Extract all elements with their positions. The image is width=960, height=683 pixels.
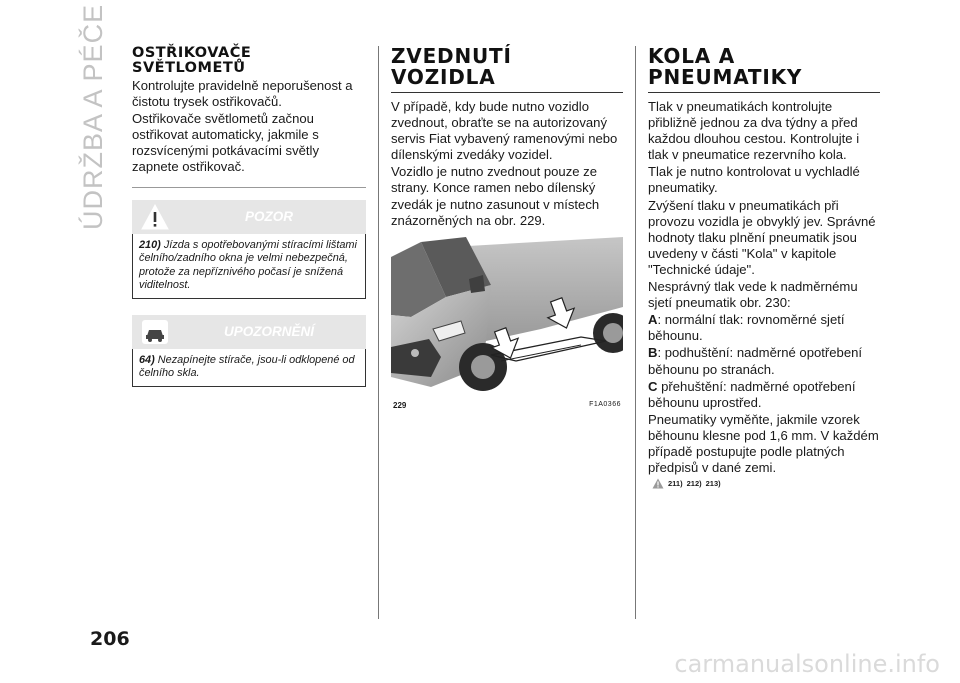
warning-box-header xyxy=(132,200,366,234)
paragraph: Kontrolujte pravidelně neporušenost a čistotu trysek ostřikovačů. xyxy=(132,77,353,109)
notice-body: Nezapínejte stírače, jsou-li odklopené od čelního skla. xyxy=(139,353,355,380)
warning-number: 210) xyxy=(139,239,161,252)
section-heading: KOLA A PNEUMATIKY xyxy=(648,46,880,93)
column-headlamp-washers xyxy=(132,46,366,387)
figure-caption xyxy=(391,401,623,410)
section-heading: ZVEDNUTÍ VOZIDLA xyxy=(391,46,623,93)
figure-code: F1A0366 xyxy=(589,400,621,408)
warning-references xyxy=(648,478,880,489)
reference-number: 211) xyxy=(668,479,683,489)
item-letter: A xyxy=(648,312,658,328)
item-letter: B xyxy=(648,345,658,361)
list-item xyxy=(648,345,880,377)
paragraph: Zvýšení tlaku v pneumatikách při provozu vozidla je obvyklý jev. Správné hodnoty tlaku plnění pneumatik jsou uvedeny v části "Kola" v kapitole "Technické údaje". xyxy=(648,197,876,277)
paragraph: Ostřikovače světlometů začnou ostřikovat automaticky, jakmile s rozsvícenými potkávacími světly zapnete ostřikovač. xyxy=(132,110,320,175)
reference-number: 213) xyxy=(705,479,721,489)
warning-text xyxy=(132,234,366,299)
item-letter: C xyxy=(648,378,658,394)
list-item xyxy=(648,379,880,411)
column-wheels-tyres xyxy=(648,46,880,489)
paragraph: Tlak v pneumatikách kontrolujte přibližně jednou za dva týdny a před každou dlouhou cestou. Kontrolujte i tlak v pneumatice rezervního kola. xyxy=(648,99,860,163)
chapter-title-text: ÚDRŽBA A PÉČE xyxy=(78,3,108,230)
reference-number: 212) xyxy=(686,479,702,489)
paragraph: Pneumatiky vyměňte, jakmile vzorek běhounu klesne pod 1,6 mm. V každém případě postupujte podle platných předpisů v dané zemi. xyxy=(648,411,879,476)
notice-box-header xyxy=(132,315,366,349)
item-text: : normální tlak: rovnoměrné sjetí běhounu. xyxy=(648,312,845,344)
warning-label: POZOR xyxy=(244,209,293,225)
item-text: : podhuštění: nadměrné opotřebení běhounu po stranách. xyxy=(648,345,863,377)
notice-label: UPOZORNĚNÍ xyxy=(223,323,314,339)
paragraph: Vozidlo je nutno zvednout pouze ze strany. Konce ramen nebo dílenský zvedák je nutno zasunout v místech znázorněných na obr. 229. xyxy=(391,164,600,228)
divider xyxy=(132,187,366,188)
column-divider xyxy=(635,46,636,619)
paragraph: V případě, kdy bude nutno vozidlo zvednout, obraťte se na autorizovaný servis Fiat vybavený ramenovými nebo dílenskými zvedáky vozidel. xyxy=(391,99,618,163)
notice-number: 64) xyxy=(139,353,155,366)
column-divider xyxy=(378,46,379,619)
warning-box xyxy=(132,200,366,299)
list-item xyxy=(648,312,880,344)
paragraph: Nesprávný tlak vede k nadměrnému sjetí pneumatik obr. 230: xyxy=(648,279,858,311)
chapter-side-title xyxy=(58,3,108,230)
warning-triangle-icon xyxy=(652,478,664,489)
van-lifting-figure xyxy=(391,237,623,399)
notice-box xyxy=(132,315,366,387)
warning-body: Jízda s opotřebovanými stíracími lištami čelního/zadního okna je velmi nebezpečná, protože za nepříznivého počasí je snížená viditelnost. xyxy=(139,239,357,291)
figure-number: 229 xyxy=(393,400,407,410)
item-text: přehuštění: nadměrné opotřebení běhounu uprostřed. xyxy=(648,378,856,410)
section-heading: OSTŘIKOVAČE SVĚTLOMETŮ xyxy=(132,45,252,76)
page-number: 206 xyxy=(90,628,130,650)
column-vehicle-lifting xyxy=(391,46,623,410)
watermark: carmanualsonline.info xyxy=(674,650,940,678)
van-illustration xyxy=(391,237,623,399)
notice-text xyxy=(132,349,366,387)
paragraph: Tlak je nutno kontrolovat u vychladlé pneumatiky. xyxy=(648,164,860,196)
